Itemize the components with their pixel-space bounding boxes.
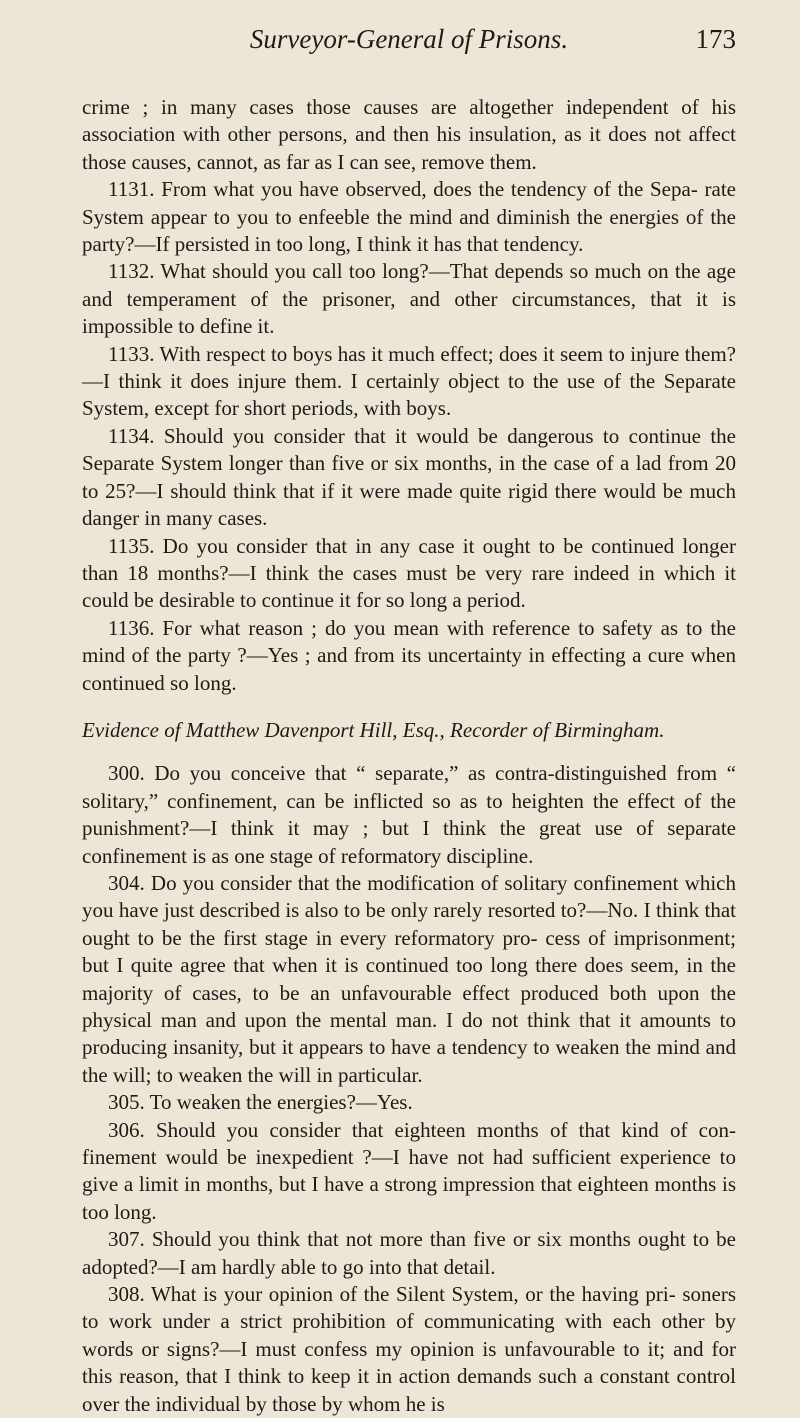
running-title: Surveyor-General of Prisons. <box>249 24 569 54</box>
paragraph: 1135. Do you consider that in any case it ought to be continued longer than 18 months?—I think the cases must be very rare indeed in which it could be desirable to continue it for so long a period. <box>82 533 736 613</box>
paragraph: 306. Should you consider that eighteen months of that kind of con- finement would be inexpedient ?—I have not had sufficient experience to give a limit in months, but I have a strong impression that eighteen months is too long. <box>82 1117 736 1224</box>
paragraph: 307. Should you think that not more than five or six months ought to be adopted?—I am hardly able to go into that detail. <box>82 1227 736 1279</box>
paragraph: 304. Do you consider that the modification of solitary confinement which you have just described is also to be only rarely resorted to?—No. I think that ought to be the first stage in every reformatory pro- cess of imprisonment; but I quite agree that when it is continued too long there does seem, in the majority of cases, to be an unfavourable effect produced both upon the physical man and upon the mental man. I do not think that it amounts to producing insanity, but it appears to have a tendency to weaken the mind and the will; to weaken the will in particular. <box>82 870 736 1087</box>
running-head <box>82 20 736 60</box>
page-number: 173 <box>695 24 736 54</box>
paragraph: 300. Do you conceive that “ separate,” as contra-distinguished from “ solitary,” confinement, can be inflicted so as to heighten the effect of the punishment?—I think it may ; but I think the great use of separate confinement is as one stage of reformatory discipline. <box>82 761 736 868</box>
section-heading: Evidence of Matthew Davenport Hill, Esq., Recorder of Birmingham. <box>82 717 665 742</box>
paragraph: 305. To weaken the energies?—Yes. <box>108 1090 413 1115</box>
paragraph: 1136. For what reason ; do you mean with reference to safety as to the mind of the party ?—Yes ; and from its uncertainty in effecting a cure when continued so long. <box>82 615 736 695</box>
paragraph: crime ; in many cases those causes are altogether independent of his association with other persons, and then his insulation, as it does not affect those causes, cannot, as far as I can see, remove them. <box>82 95 736 174</box>
paragraph: 1132. What should you call too long?—That depends so much on the age and temperament of the prisoner, and other circumstances, that it is impossible to define it. <box>82 259 736 339</box>
paragraph: 308. What is your opinion of the Silent System, or the having pri- soners to work under a strict prohibition of communicating with each other by words or signs?—I must confess my opinion is unfavourable to it; and for this reason, that I think to keep it in action demands such a constant control over the individual by those by whom he is <box>82 1282 736 1416</box>
paragraph: 1134. Should you consider that it would be dangerous to continue the Separate System longer than five or six months, in the case of a lad from 20 to 25?—I should think that if it were made quite rigid there would be much danger in many cases. <box>82 423 736 531</box>
paragraph: 1131. From what you have observed, does the tendency of the Sepa- rate System appear to you to enfeeble the mind and diminish the energies of the party?—If persisted in too long, I think it has that tendency. <box>82 177 736 257</box>
paragraph: 1133. With respect to boys has it much effect; does it seem to injure them?—I think it does injure them. I certainly object to the use of the Separate System, except for short periods, with boys. <box>82 341 736 421</box>
body-text <box>82 94 736 1418</box>
